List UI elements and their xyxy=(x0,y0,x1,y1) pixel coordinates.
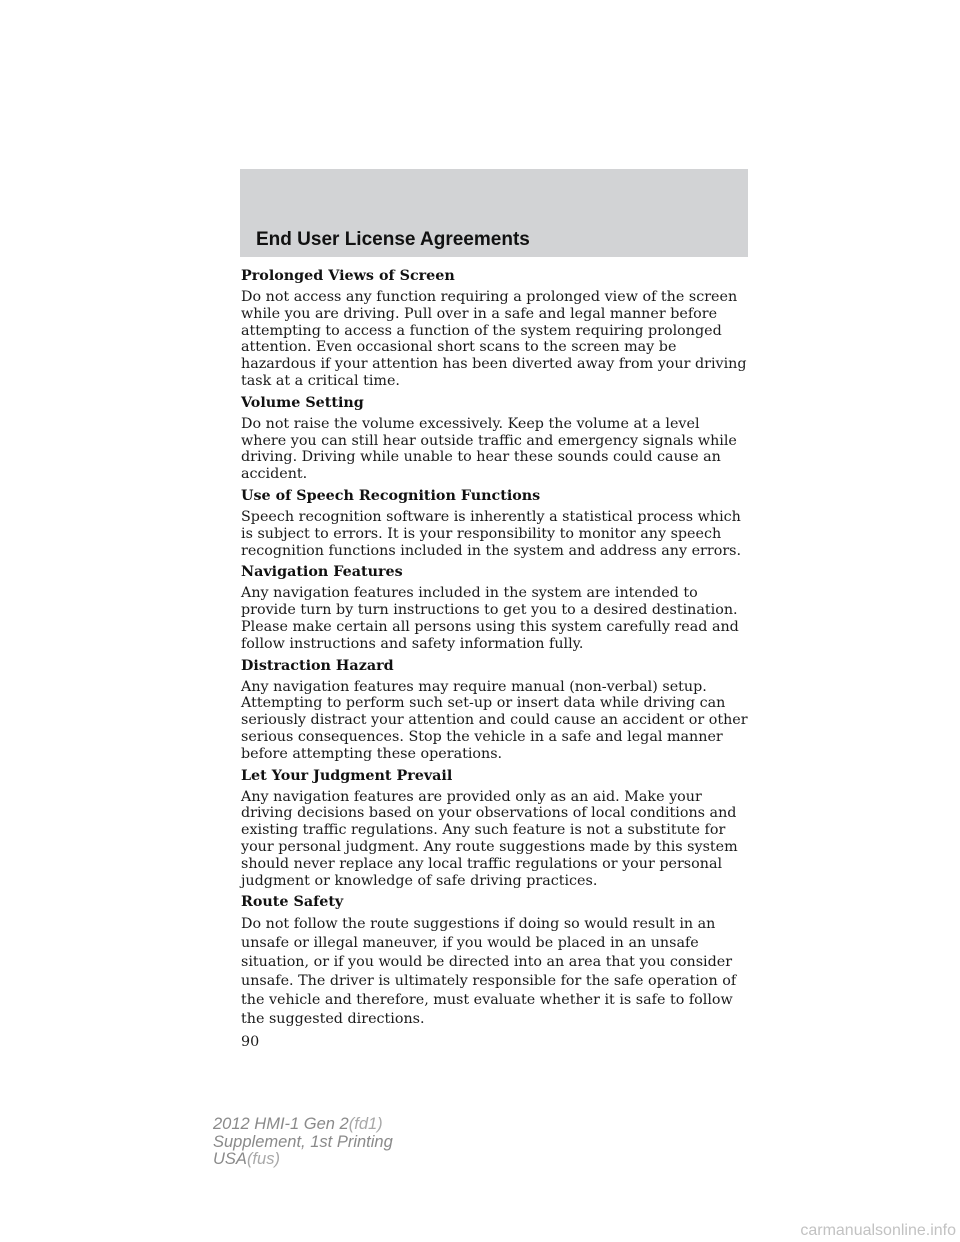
section-heading: Navigation Features xyxy=(241,564,403,581)
section-heading: Volume Setting xyxy=(241,394,364,411)
section-volume-setting xyxy=(241,394,749,483)
section-prolonged-views xyxy=(241,267,749,390)
footer-printing: Supplement, 1st Printing xyxy=(213,1132,393,1151)
page-number: 90 xyxy=(241,1034,260,1051)
section-body: Speech recognition software is inherently a statistical process which is subject to errors. It is your responsibility to monitor any speech recognition functions included in the system and address any errors. xyxy=(241,508,742,559)
section-body: Any navigation features may require manual (non-verbal) setup. Attempting to perform such set-up or insert data while driving can seriously distract your attention and could cause an accident or other serious consequences. Stop the vehicle in a safe and legal manner before attempting these operations. xyxy=(241,678,748,762)
section-heading: Distraction Hazard xyxy=(241,657,394,674)
section-body: Do not raise the volume excessively. Keep the volume at a level where you can still hear outside traffic and emergency signals while driving. Driving while unable to hear these sounds could cause an accident. xyxy=(241,415,737,483)
footer-market: USA xyxy=(213,1150,247,1168)
section-speech-recognition xyxy=(241,487,749,559)
footer-market-code: (fus) xyxy=(246,1150,280,1168)
chapter-title: End User License Agreements xyxy=(256,229,530,250)
section-body: Do not follow the route suggestions if doing so would result in an unsafe or illegal maneuver, if you would be placed in an unsafe situation, or if you would be directed into an area that you consider unsafe. The driver is ultimately responsible for the safe operation of the vehicle and therefore, must evaluate whether it is safe to follow the suggested directions. xyxy=(241,916,737,1028)
section-heading: Route Safety xyxy=(241,894,344,911)
section-body: Do not access any function requiring a prolonged view of the screen while you are driving. Pull over in a safe and legal manner before attempting to access a function of the system requiring prolonged attention. Even occasional short scans to the screen may be hazardous if your attention has been diverted away from your driving task at a critical time. xyxy=(241,289,747,389)
footer-line-edition xyxy=(213,1116,393,1134)
section-body: Any navigation features are provided only as an aid. Make your driving decisions based on your observations of local conditions and existing traffic regulations. Any such feature is not a substitute for your personal judgment. Any route suggestions made by this system should never replace any local traffic regulations or your personal judgment or knowledge of safe driving practices. xyxy=(241,788,738,889)
section-heading: Let Your Judgment Prevail xyxy=(241,767,453,784)
section-body: Any navigation features included in the system are intended to provide turn by turn instructions to get you to a desired destination. Please make certain all persons using this system carefully read and follow instructions and safety information fully. xyxy=(241,585,739,652)
section-heading: Prolonged Views of Screen xyxy=(241,268,455,284)
watermark: carmanualsonline.info xyxy=(800,1222,956,1239)
chapter-header-band xyxy=(240,169,748,257)
print-footer xyxy=(213,1116,393,1169)
section-judgment-prevail xyxy=(241,767,749,890)
section-heading: Use of Speech Recognition Functions xyxy=(241,487,541,504)
section-route-safety xyxy=(241,893,749,1029)
footer-edition-code: (fd1) xyxy=(348,1115,383,1133)
footer-edition: 2012 HMI-1 Gen 2 xyxy=(213,1115,349,1133)
section-navigation-features xyxy=(241,563,749,652)
page-content xyxy=(241,267,749,1051)
section-distraction-hazard xyxy=(241,657,749,763)
footer-line-market xyxy=(213,1151,393,1169)
